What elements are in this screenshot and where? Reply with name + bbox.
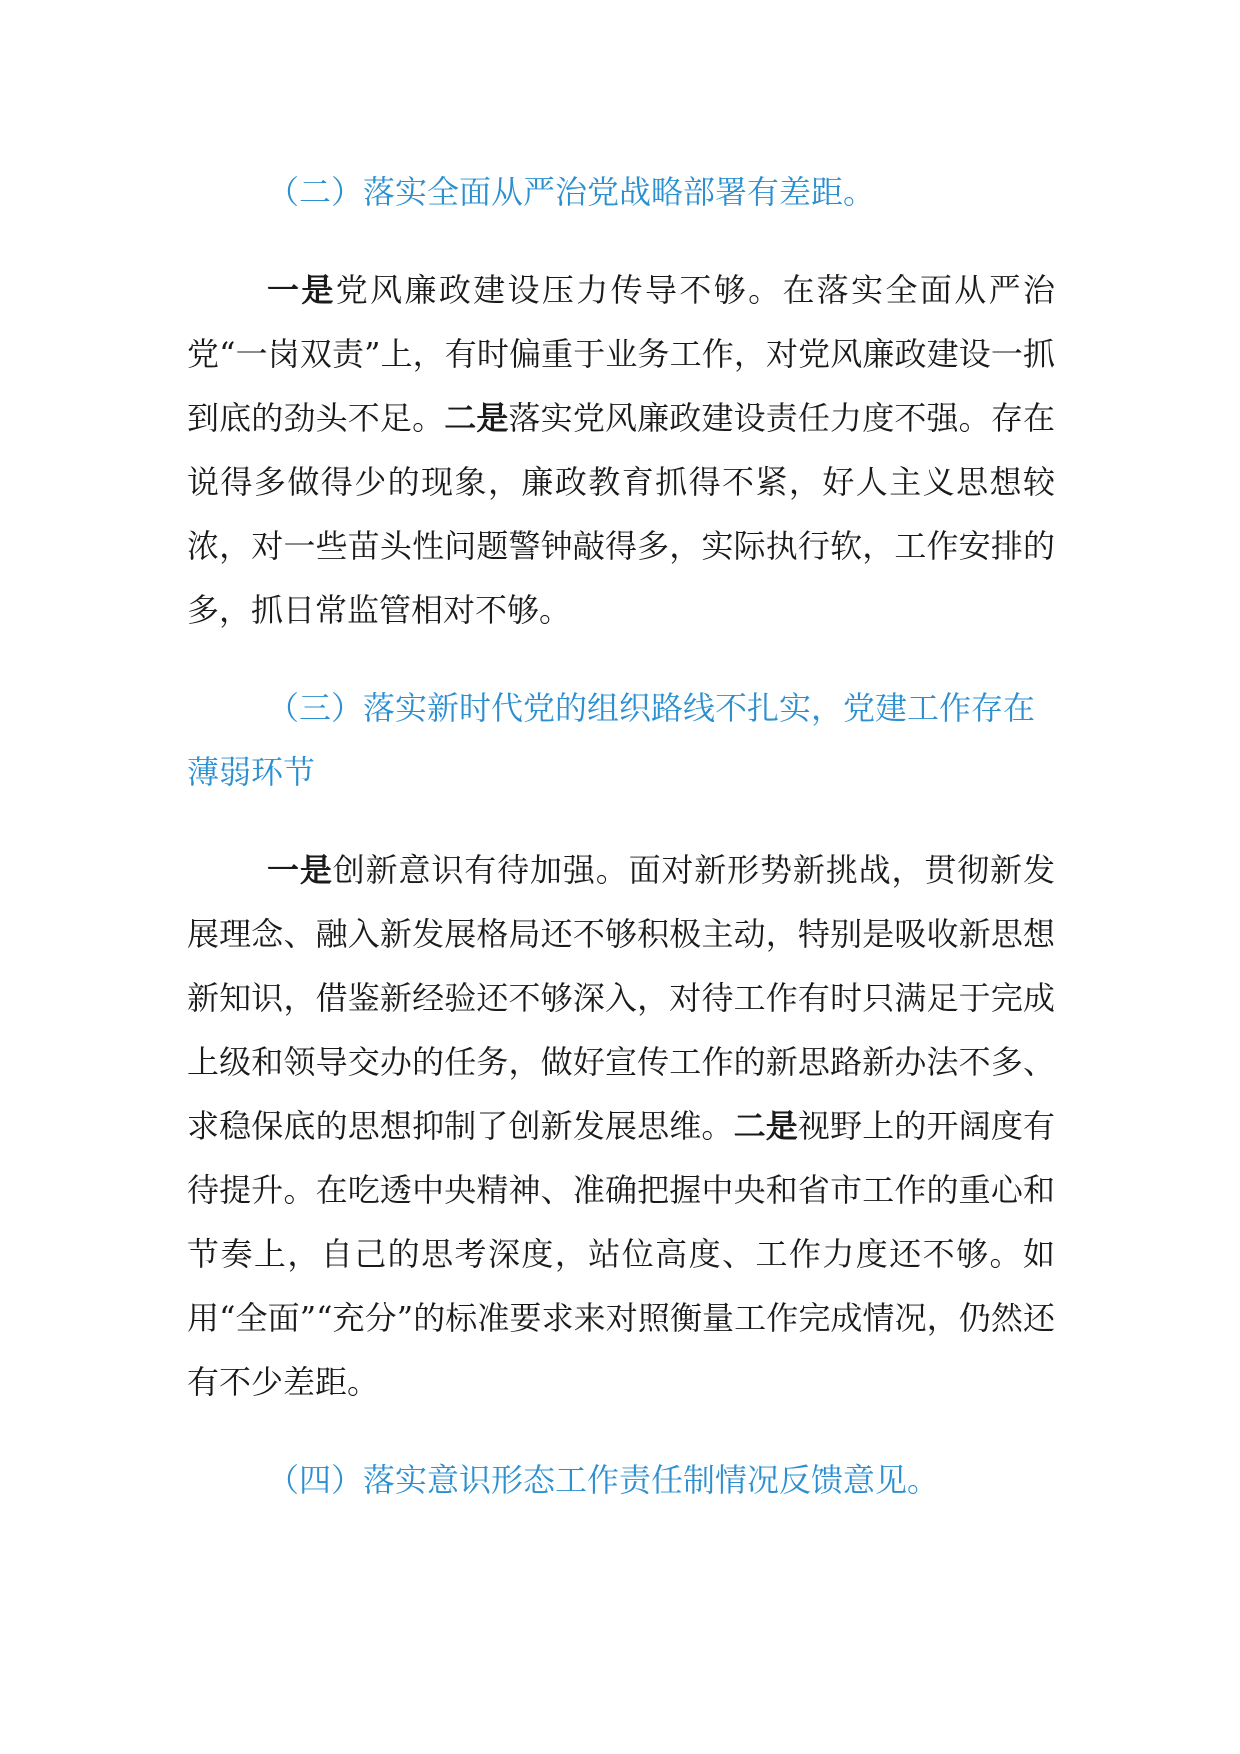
lead-yi-shi: 一是 [267,851,333,889]
lead-er-shi: 二是 [733,1107,798,1145]
document-page [187,160,1055,1512]
section-heading-2: （二）落实全面从严治党战略部署有差距。 [267,173,876,211]
section-heading-3: （三）落实新时代党的组织路线不扎实，党建工作存在薄弱环节 [187,689,1036,791]
paragraph-text: 视野上的开阔度有待提升。在吃透中央精神、准确把握中央和省市工作的重心和节奏上，自己的思考深度，站位高度、工作力度还不够。如用“全面”“充分”的标准要求来对照衡量工作完成情况，仍然还有不少差距。 [187,1107,1055,1401]
lead-yi-shi: 一是 [267,271,336,309]
paragraph-text: 创新意识有待加强。面对新形势新挑战，贯彻新发展理念、融入新发展格局还不够积极主动，特别是吸收新思想新知识，借鉴新经验还不够深入，对待工作有时只满足于完成上级和领导交办的任务，做好宣传工作的新思路新办法不多、求稳保底的思想抑制了创新发展思维。 [187,851,1055,1145]
paragraph-text: 落实党风廉政建设责任力度不强。存在说得多做得少的现象，廉政教育抓得不紧，好人主义思想较浓，对一些苗头性问题警钟敲得多，实际执行软，工作安排的多，抓日常监管相对不够。 [187,399,1055,629]
lead-er-shi: 二是 [444,399,509,437]
section-paragraph-2 [187,258,1055,642]
section-heading-4: （四）落实意识形态工作责任制情况反馈意见。 [267,1461,940,1499]
paragraph-text: 党风廉政建设压力传导不够。在落实全面从严治党“一岗双责”上，有时偏重于业务工作，对党风廉政建设一抓到底的劲头不足。 [187,271,1055,437]
section-paragraph-3 [187,838,1055,1414]
